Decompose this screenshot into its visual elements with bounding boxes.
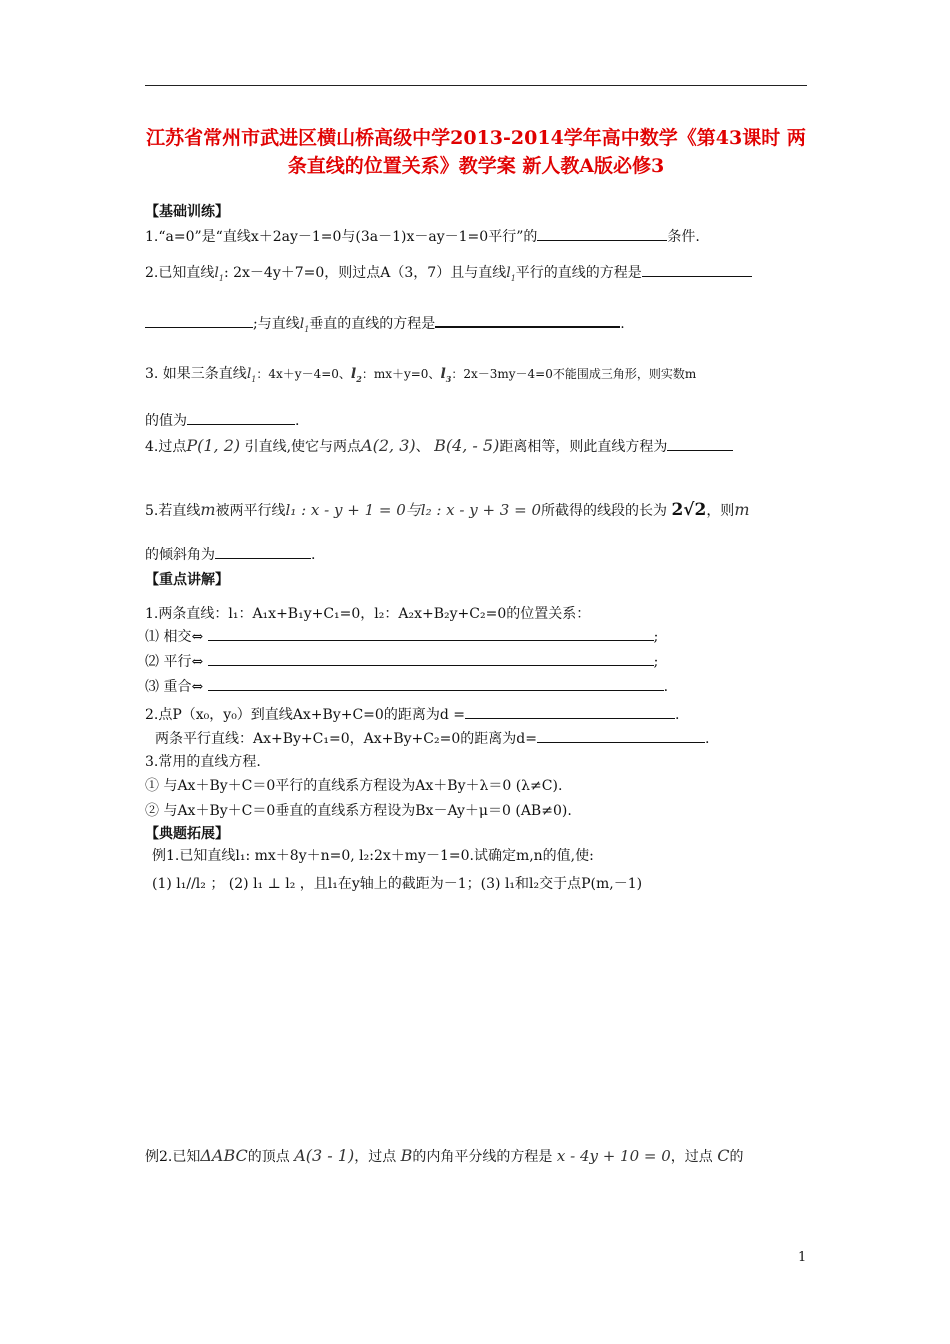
answer-blank bbox=[145, 313, 253, 328]
key-point-3-1: ① 与Ax＋By＋C＝0平行的直线系方程设为Ax＋By＋λ＝0 (λ≠C). bbox=[145, 778, 563, 794]
key-point-3: 3.常用的直线方程. bbox=[145, 754, 261, 770]
section-basic-heading: 【基础训练】 bbox=[145, 204, 229, 220]
example-1: 例1.已知直线l₁: mx＋8y＋n=0, l₂:2x＋my－1=0.试确定m,n的值,使: bbox=[152, 848, 594, 864]
answer-blank bbox=[465, 704, 675, 719]
section-key-heading: 【重点讲解】 bbox=[145, 572, 229, 588]
answer-blank bbox=[208, 651, 654, 666]
example-2: 例2.已知ΔABC的顶点 A(3 - 1)，过点 B的内角平分线的方程是 x - 4y + 10 = 0，过点 C的 bbox=[145, 1146, 744, 1165]
question-5-cont: 的倾斜角为 . bbox=[145, 544, 315, 565]
answer-blank bbox=[187, 410, 295, 425]
question-2-cont: ;与直线$l_1$垂直的直线的方程是 . bbox=[145, 312, 625, 340]
line-l1-symbol: $l_1$ bbox=[506, 265, 516, 283]
answer-blank bbox=[537, 728, 705, 743]
question-4: 4.过点P(1, 2) 引直线,使它与两点A(2, 3)、 B(4, - 5)距离相等，则此直线方程为 bbox=[145, 436, 733, 457]
line-l1-symbol: $l_1$ bbox=[299, 316, 310, 334]
key-point-2: 2.点P（x₀，y₀）到直线Ax+By+C=0的距离为d = . bbox=[145, 704, 679, 725]
header-rule bbox=[145, 85, 807, 86]
question-3-cont: 的值为 . bbox=[145, 410, 299, 431]
example-1-parts: (1) l₁//l₂ ； (2) l₁ ⊥ l₂ ，且l₁在y轴上的截距为－1；(3) l₁和l₂交于点P(m,－1) bbox=[152, 876, 643, 892]
key-point-1: 1.两条直线：l₁：A₁x+B₁y+C₁=0，l₂：A₂x+B₂y+C₂=0的位置关系： bbox=[145, 606, 591, 622]
key-point-3-2: ② 与Ax＋By＋C＝0垂直的直线系方程设为Bx－Ay＋μ＝0 (AB≠0). bbox=[145, 803, 572, 819]
key-point-1-1: ⑴ 相交⇔ ; bbox=[145, 626, 658, 647]
answer-blank bbox=[435, 312, 620, 328]
question-5: 5.若直线m被两平行线l₁ : x - y + 1 = 0与l₂ : x - y + 3 = 0所截得的线段的长为 2√2，则m bbox=[145, 500, 750, 520]
line-l2-symbol: $l_2$ bbox=[350, 366, 362, 384]
line-l1-symbol: $l_1$ bbox=[214, 265, 224, 283]
answer-blank bbox=[667, 436, 733, 451]
question-1: 1.“a=0”是“直线x＋2ay－1=0与(3a－1)x－ay－1=0平行”的 条件. bbox=[145, 226, 700, 247]
question-3: 3. 如果三条直线$l_1$：4x＋y－4=0、$l_2$：mx＋y=0、$l_3$：2x－3my－4=0不能围成三角形，则实数m bbox=[145, 366, 697, 384]
document-title: 江苏省常州市武进区横山桥高级中学2013-2014学年高中数学《第43课时 两条直线的位置关系》教学案 新人教A版必修3 bbox=[146, 127, 806, 177]
question-2: 2.已知直线$l_1$: 2x－4y＋7=0，则过点A（3，7）且与直线$l_1$平行的直线的方程是 bbox=[145, 262, 752, 289]
answer-blank bbox=[208, 676, 664, 691]
answer-blank bbox=[208, 626, 654, 641]
key-point-1-2: ⑵ 平行⇔ ; bbox=[145, 651, 658, 672]
key-point-1-3: ⑶ 重合⇔ . bbox=[145, 676, 668, 697]
section-ext-heading: 【典题拓展】 bbox=[145, 826, 229, 842]
answer-blank bbox=[537, 226, 667, 241]
answer-blank bbox=[642, 262, 752, 277]
page-number: 1 bbox=[798, 1250, 807, 1265]
key-point-2b: 两条平行直线：Ax+By+C₁=0，Ax+By+C₂=0的距离为d= . bbox=[155, 728, 709, 749]
line-l3-symbol: $l_3$ bbox=[440, 366, 452, 384]
answer-blank bbox=[215, 544, 311, 559]
line-l1-symbol: $l_1$ bbox=[246, 366, 257, 384]
